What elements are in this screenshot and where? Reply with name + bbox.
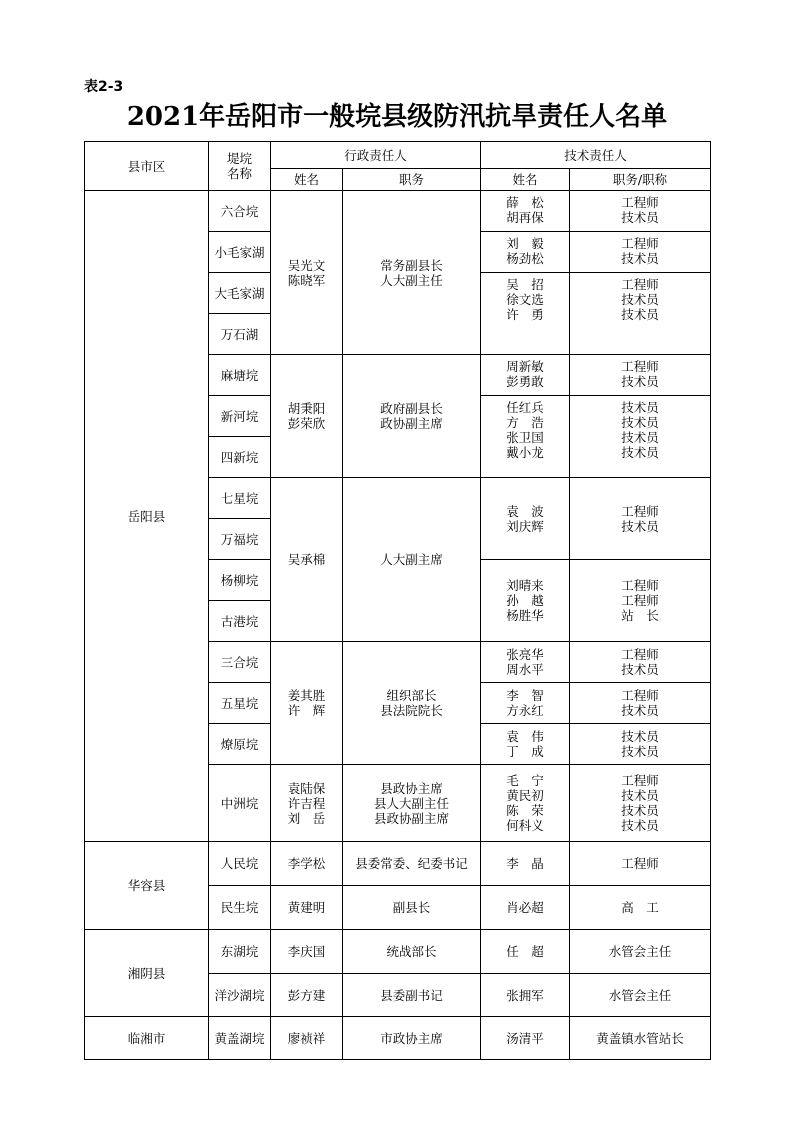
tech-name: 李 智 (506, 688, 544, 703)
tech-title: 技术员 (621, 703, 659, 718)
tech-title-cell: 高 工 (570, 886, 711, 930)
admin-duty-cell (343, 191, 481, 355)
tech-title: 技术员 (621, 744, 659, 759)
tech-title: 工程师 (621, 277, 659, 292)
tech-name: 方 浩 (506, 415, 544, 430)
tech-title-cell (570, 396, 711, 478)
tech-title-cell (570, 478, 711, 560)
admin-name-cell: 彭方建 (271, 974, 343, 1017)
tech-name: 袁 波 (506, 503, 544, 519)
tech-title-cell (570, 273, 711, 355)
tech-title-cell: 工程师 (570, 842, 711, 886)
header-tech-duty: 职务/职称 (570, 169, 711, 191)
admin-duty: 县政协副主席 (374, 810, 450, 826)
tech-name-cell (481, 355, 570, 396)
tech-title: 技术员 (621, 374, 659, 389)
admin-name: 许 辉 (287, 703, 326, 718)
tech-title: 技术员 (621, 803, 659, 818)
table-row (85, 930, 711, 974)
tech-name: 毛 宁 (506, 773, 544, 788)
tech-title: 工程师 (621, 593, 659, 608)
admin-name: 胡秉阳 (287, 401, 326, 416)
dyke-cell: 麻塘垸 (209, 355, 271, 396)
tech-name: 孙 越 (506, 593, 544, 608)
tech-name: 袁 伟 (506, 729, 544, 744)
dyke-cell: 中洲垸 (209, 765, 271, 842)
tech-title: 技术员 (621, 729, 659, 744)
tech-title: 技术员 (621, 307, 659, 322)
header-tech-name: 姓名 (481, 169, 570, 191)
admin-duty: 政府副县长 (380, 401, 443, 416)
tech-name: 杨胜华 (506, 608, 544, 623)
tech-name-cell (481, 560, 570, 642)
admin-duty-cell: 市政协主席 (343, 1017, 481, 1060)
tech-title: 工程师 (621, 359, 659, 374)
header-county: 县市区 (85, 142, 209, 191)
admin-duty: 人大副主任 (380, 272, 443, 288)
tech-title: 工程师 (621, 773, 659, 788)
tech-title: 工程师 (621, 578, 659, 593)
admin-name-cell (271, 765, 343, 842)
tech-name: 陈 荣 (506, 803, 544, 818)
tech-name: 张卫国 (506, 430, 544, 445)
tech-name-cell: 肖必超 (481, 886, 570, 930)
tech-name: 周新敏 (506, 359, 544, 374)
tech-name: 任红兵 (506, 400, 544, 415)
admin-name: 姜其胜 (287, 688, 326, 703)
tech-title-cell (570, 191, 711, 232)
tech-name-cell (481, 642, 570, 683)
admin-duty-cell (343, 642, 481, 765)
tech-name-cell (481, 765, 570, 842)
dyke-cell: 万石湖 (209, 314, 271, 355)
tech-name: 徐文选 (506, 292, 544, 307)
admin-duty-cell: 县委常委、纪委书记 (343, 842, 481, 886)
tech-name: 彭勇敢 (506, 374, 544, 389)
tech-name: 张亮华 (506, 647, 544, 662)
tech-title-cell (570, 355, 711, 396)
dyke-cell: 七星垸 (209, 478, 271, 519)
tech-title-cell (570, 232, 711, 273)
dyke-cell: 五星垸 (209, 683, 271, 724)
tech-name: 刘 毅 (506, 236, 544, 251)
admin-name-cell (271, 642, 343, 765)
dyke-cell: 人民垸 (209, 842, 271, 886)
admin-duty-cell: 副县长 (343, 886, 481, 930)
header-admin-duty: 职务 (343, 169, 481, 191)
admin-name: 陈晓军 (287, 272, 326, 288)
table-row (85, 1017, 711, 1060)
dyke-cell: 东湖垸 (209, 930, 271, 974)
county-cell: 岳阳县 (85, 191, 209, 842)
tech-name: 许 勇 (506, 307, 544, 322)
admin-name-cell (271, 355, 343, 478)
table-row (85, 842, 711, 886)
admin-duty: 常务副县长 (380, 257, 443, 273)
admin-duty-cell (343, 478, 481, 642)
tech-title-cell (570, 560, 711, 642)
tech-name: 周水平 (506, 662, 544, 677)
responsibility-table (84, 141, 711, 1060)
header-tech: 技术责任人 (481, 142, 711, 169)
tech-name: 黄民初 (506, 788, 544, 803)
admin-duty: 县法院院长 (380, 703, 443, 718)
admin-duty: 政协副主席 (380, 416, 443, 431)
admin-name: 许吉程 (287, 795, 326, 811)
dyke-cell: 四新垸 (209, 437, 271, 478)
header-dyke (209, 142, 271, 191)
tech-title: 工程师 (621, 688, 659, 703)
admin-name-cell: 李庆国 (271, 930, 343, 974)
admin-name-cell (271, 191, 343, 355)
admin-duty-cell: 统战部长 (343, 930, 481, 974)
tech-name-cell: 张拥军 (481, 974, 570, 1017)
admin-name: 吴承棉 (287, 552, 326, 567)
tech-title-cell: 水管会主任 (570, 974, 711, 1017)
tech-title-cell (570, 642, 711, 683)
header-dyke-line: 名称 (226, 166, 252, 181)
tech-title-cell: 水管会主任 (570, 930, 711, 974)
admin-name: 刘 岳 (287, 810, 326, 826)
tech-name: 胡再保 (506, 210, 544, 225)
admin-duty: 县人大副主任 (374, 795, 450, 811)
tech-name: 吴 招 (506, 277, 544, 292)
tech-title-cell (570, 765, 711, 842)
admin-duty-cell: 县委副书记 (343, 974, 481, 1017)
tech-name-cell: 李 晶 (481, 842, 570, 886)
tech-title: 工程师 (621, 236, 659, 251)
dyke-cell: 大毛家湖 (209, 273, 271, 314)
tech-title: 工程师 (621, 647, 659, 662)
county-cell: 华容县 (85, 842, 209, 930)
admin-name: 彭荣欣 (287, 416, 326, 431)
tech-name: 何科义 (506, 818, 544, 833)
tech-name: 薛 松 (506, 195, 544, 210)
tech-title: 技术员 (621, 292, 659, 307)
tech-name-cell (481, 396, 570, 478)
admin-name-cell: 李学松 (271, 842, 343, 886)
table-row (85, 191, 711, 232)
admin-name-cell: 黄建明 (271, 886, 343, 930)
admin-duty: 人大副主席 (380, 552, 443, 567)
tech-name-cell (481, 478, 570, 560)
admin-name-cell: 廖祯祥 (271, 1017, 343, 1060)
dyke-cell: 新河垸 (209, 396, 271, 437)
tech-title: 站 长 (621, 608, 659, 623)
tech-name: 杨劲松 (506, 251, 544, 266)
header-admin: 行政责任人 (271, 142, 481, 169)
dyke-cell: 杨柳垸 (209, 560, 271, 601)
admin-duty-cell (343, 355, 481, 478)
county-cell: 湘阴县 (85, 930, 209, 1017)
admin-name: 袁陆保 (287, 780, 326, 796)
tech-title: 技术员 (621, 430, 659, 445)
tech-title: 技术员 (621, 400, 659, 415)
admin-duty: 组织部长 (386, 688, 437, 703)
tech-title-cell: 黄盖镇水管站长 (570, 1017, 711, 1060)
header-row-1 (85, 142, 711, 169)
dyke-cell: 三合垸 (209, 642, 271, 683)
tech-title: 技术员 (621, 518, 659, 534)
tech-name-cell (481, 273, 570, 355)
tech-title: 技术员 (621, 415, 659, 430)
admin-name: 吴光文 (287, 257, 326, 273)
dyke-cell: 万福垸 (209, 519, 271, 560)
county-cell: 临湘市 (85, 1017, 209, 1060)
tech-title: 技术员 (621, 251, 659, 266)
tech-title-cell (570, 683, 711, 724)
dyke-cell: 古港垸 (209, 601, 271, 642)
table-number-label: 表2-3 (84, 79, 124, 95)
tech-name-cell (481, 191, 570, 232)
dyke-cell: 燎原垸 (209, 724, 271, 765)
document-title: 2021年岳阳市一般垸县级防汛抗旱责任人名单 (126, 102, 668, 132)
tech-title: 技术员 (621, 818, 659, 833)
tech-name-cell (481, 683, 570, 724)
tech-title: 工程师 (621, 195, 659, 210)
tech-name-cell: 任 超 (481, 930, 570, 974)
tech-title: 技术员 (621, 210, 659, 225)
tech-name: 方永红 (506, 703, 544, 718)
tech-name-cell (481, 724, 570, 765)
dyke-cell: 黄盖湖垸 (209, 1017, 271, 1060)
tech-title: 技术员 (621, 788, 659, 803)
admin-name-cell (271, 478, 343, 642)
header-admin-name: 姓名 (271, 169, 343, 191)
admin-duty: 县政协主席 (380, 780, 443, 796)
dyke-cell: 民生垸 (209, 886, 271, 930)
tech-title-cell (570, 724, 711, 765)
admin-duty-cell (343, 765, 481, 842)
tech-name: 刘庆辉 (506, 518, 544, 534)
dyke-cell: 小毛家湖 (209, 232, 271, 273)
header-dyke-line: 堤垸 (226, 151, 252, 166)
tech-title: 技术员 (621, 445, 659, 460)
tech-name-cell (481, 232, 570, 273)
tech-title: 工程师 (621, 503, 659, 519)
dyke-cell: 六合垸 (209, 191, 271, 232)
tech-name: 丁 成 (506, 744, 544, 759)
tech-name: 刘晴来 (506, 578, 544, 593)
tech-title: 技术员 (621, 662, 659, 677)
tech-name: 戴小龙 (506, 445, 544, 460)
tech-name-cell: 汤清平 (481, 1017, 570, 1060)
dyke-cell: 洋沙湖垸 (209, 974, 271, 1017)
